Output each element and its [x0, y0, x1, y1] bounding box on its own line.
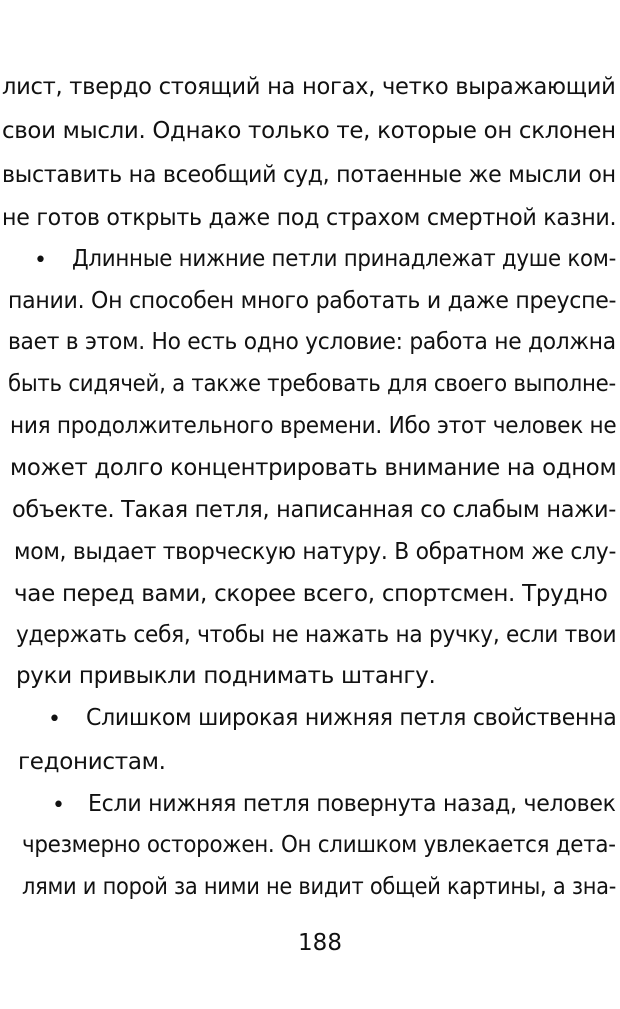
page-number: 188 [298, 930, 342, 956]
text-line: свои мысли. Однако только те, которые он склонен [2, 118, 616, 144]
text-line: Длинные нижние петли принадлежат душе ком- [72, 246, 617, 272]
text-line: Слишком широкая нижняя петля свойственна [86, 705, 617, 731]
text-line: ния продолжительного времени. Ибо этот человек не [10, 413, 617, 439]
text-line: не готов открыть даже под страхом смертной казни. [2, 205, 617, 231]
bullet-marker: • [34, 248, 47, 273]
text-line: выставить на всеобщий суд, потаенные же мысли он [2, 162, 616, 188]
text-line: чае перед вами, скорее всего, спортсмен. Трудно [14, 581, 608, 607]
text-line: руки привыкли поднимать штангу. [16, 663, 436, 689]
text-line: лями и порой за ними не видит общей картины, а зна- [22, 874, 617, 900]
text-line: может долго концентрировать внимание на одном [10, 455, 617, 481]
text-line: Если нижняя петля повернута назад, человек [88, 791, 616, 817]
text-line: гедонистам. [18, 749, 166, 775]
text-line: объекте. Такая петля, написанная со слабым нажи- [12, 497, 617, 523]
text-line: удержать себя, чтобы не нажать на ручку, если твои [16, 622, 617, 648]
bullet-marker: • [48, 707, 61, 732]
text-line: чрезмерно осторожен. Он слишком увлекается дета- [22, 832, 616, 858]
bullet-marker: • [52, 793, 65, 818]
text-line: пании. Он способен много работать и даже преуспе- [8, 288, 617, 314]
text-line: быть сидячей, а также требовать для своего выполне- [8, 371, 616, 397]
text-line: мом, выдает творческую натуру. В обратном же слу- [14, 539, 617, 565]
text-line: вает в этом. Но есть одно условие: работа не должна [8, 329, 616, 355]
text-line: лист, твердо стоящий на ногах, четко выражающий [2, 74, 616, 100]
